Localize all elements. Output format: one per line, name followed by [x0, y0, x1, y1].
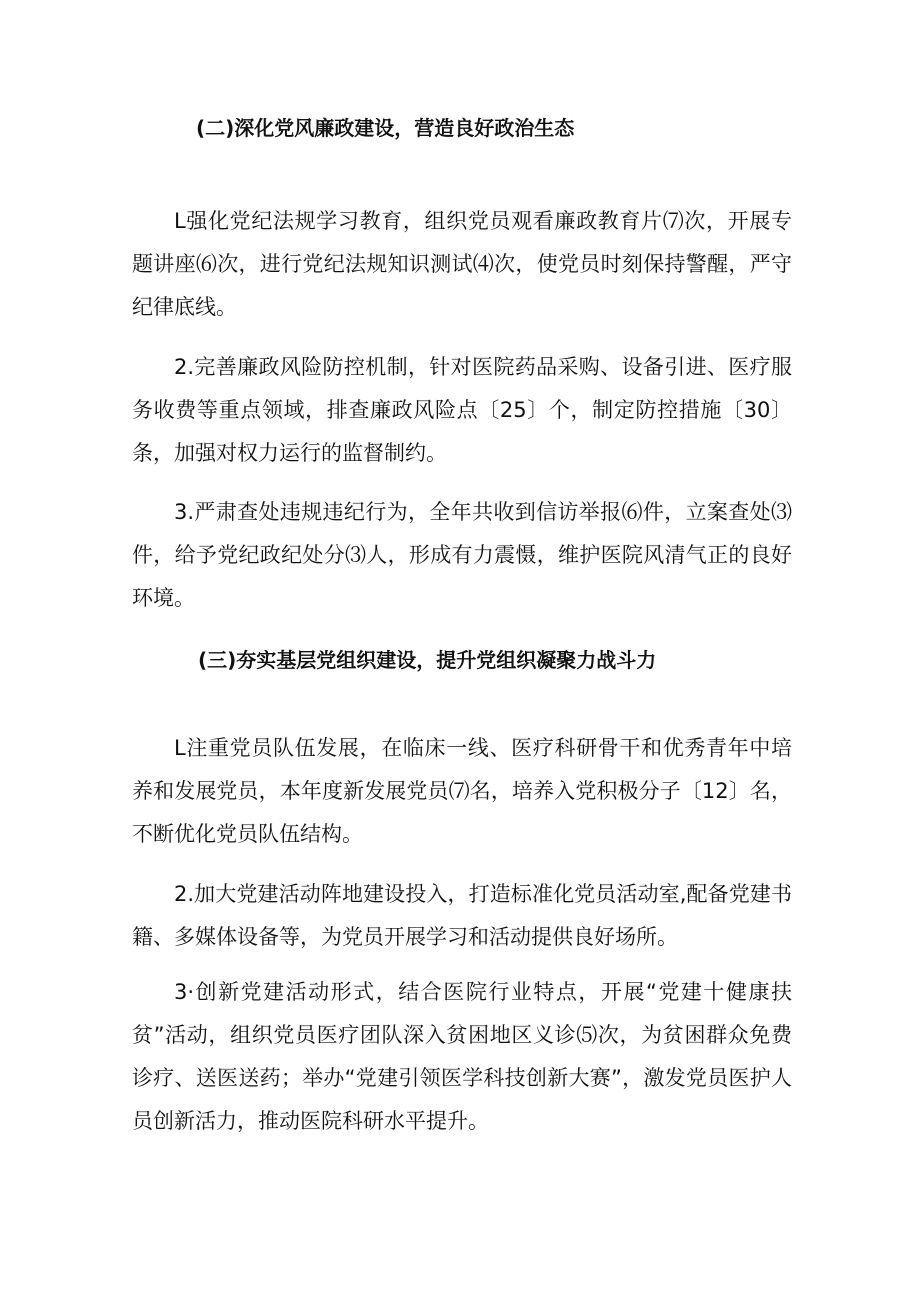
section-heading-2: (二)深化党风廉政建设，营造良好政治生态 — [196, 116, 575, 140]
paragraph-3-3: 3·创新党建活动形式，结合医院行业特点，开展“党建十健康扶贫”活动，组织党员医疗团队深入贫困地区义诊⑸次，为贫困群众免费诊疗、送医送药；举办“党建引领医学科技创新大赛”，激发党员医护人员创新活力，推动医院科研水平提升。 — [132, 980, 792, 1133]
section-heading-3: (三)夯实基层党组织建设，提升党组织凝聚力战斗力 — [198, 648, 657, 672]
paragraph-3-2: 2.加大党建活动阵地建设投入，打造标准化党员活动室,配备党建书籍、多媒体设备等，为党员开展学习和活动提供良好场所。 — [132, 882, 792, 949]
paragraph-2-2: 2.完善廉政风险防控机制，针对医院药品采购、设备引进、医疗服务收费等重点领域，排查廉政风险点〔25〕个，制定防控措施〔30〕条，加强对权力运行的监督制约。 — [132, 355, 792, 465]
paragraph-2-1: L强化党纪法规学习教育，组织党员观看廉政教育片⑺次，开展专题讲座⑹次，进行党纪法规知识测试⑷次，使党员时刻保持警醒，严守纪律底线。 — [132, 209, 792, 319]
paragraph-2-3: 3.严肃查处违规违纪行为，全年共收到信访举报⑹件，立案查处⑶件，给予党纪政纪处分⑶人，形成有力震慑，维护医院风清气正的良好环境。 — [132, 500, 792, 610]
paragraph-3-1: L注重党员队伍发展，在临床一线、医疗科研骨干和优秀青年中培养和发展党员，本年度新发展党员⑺名，培养入党积极分子〔12〕名，不断优化党员队伍结构。 — [132, 736, 792, 846]
